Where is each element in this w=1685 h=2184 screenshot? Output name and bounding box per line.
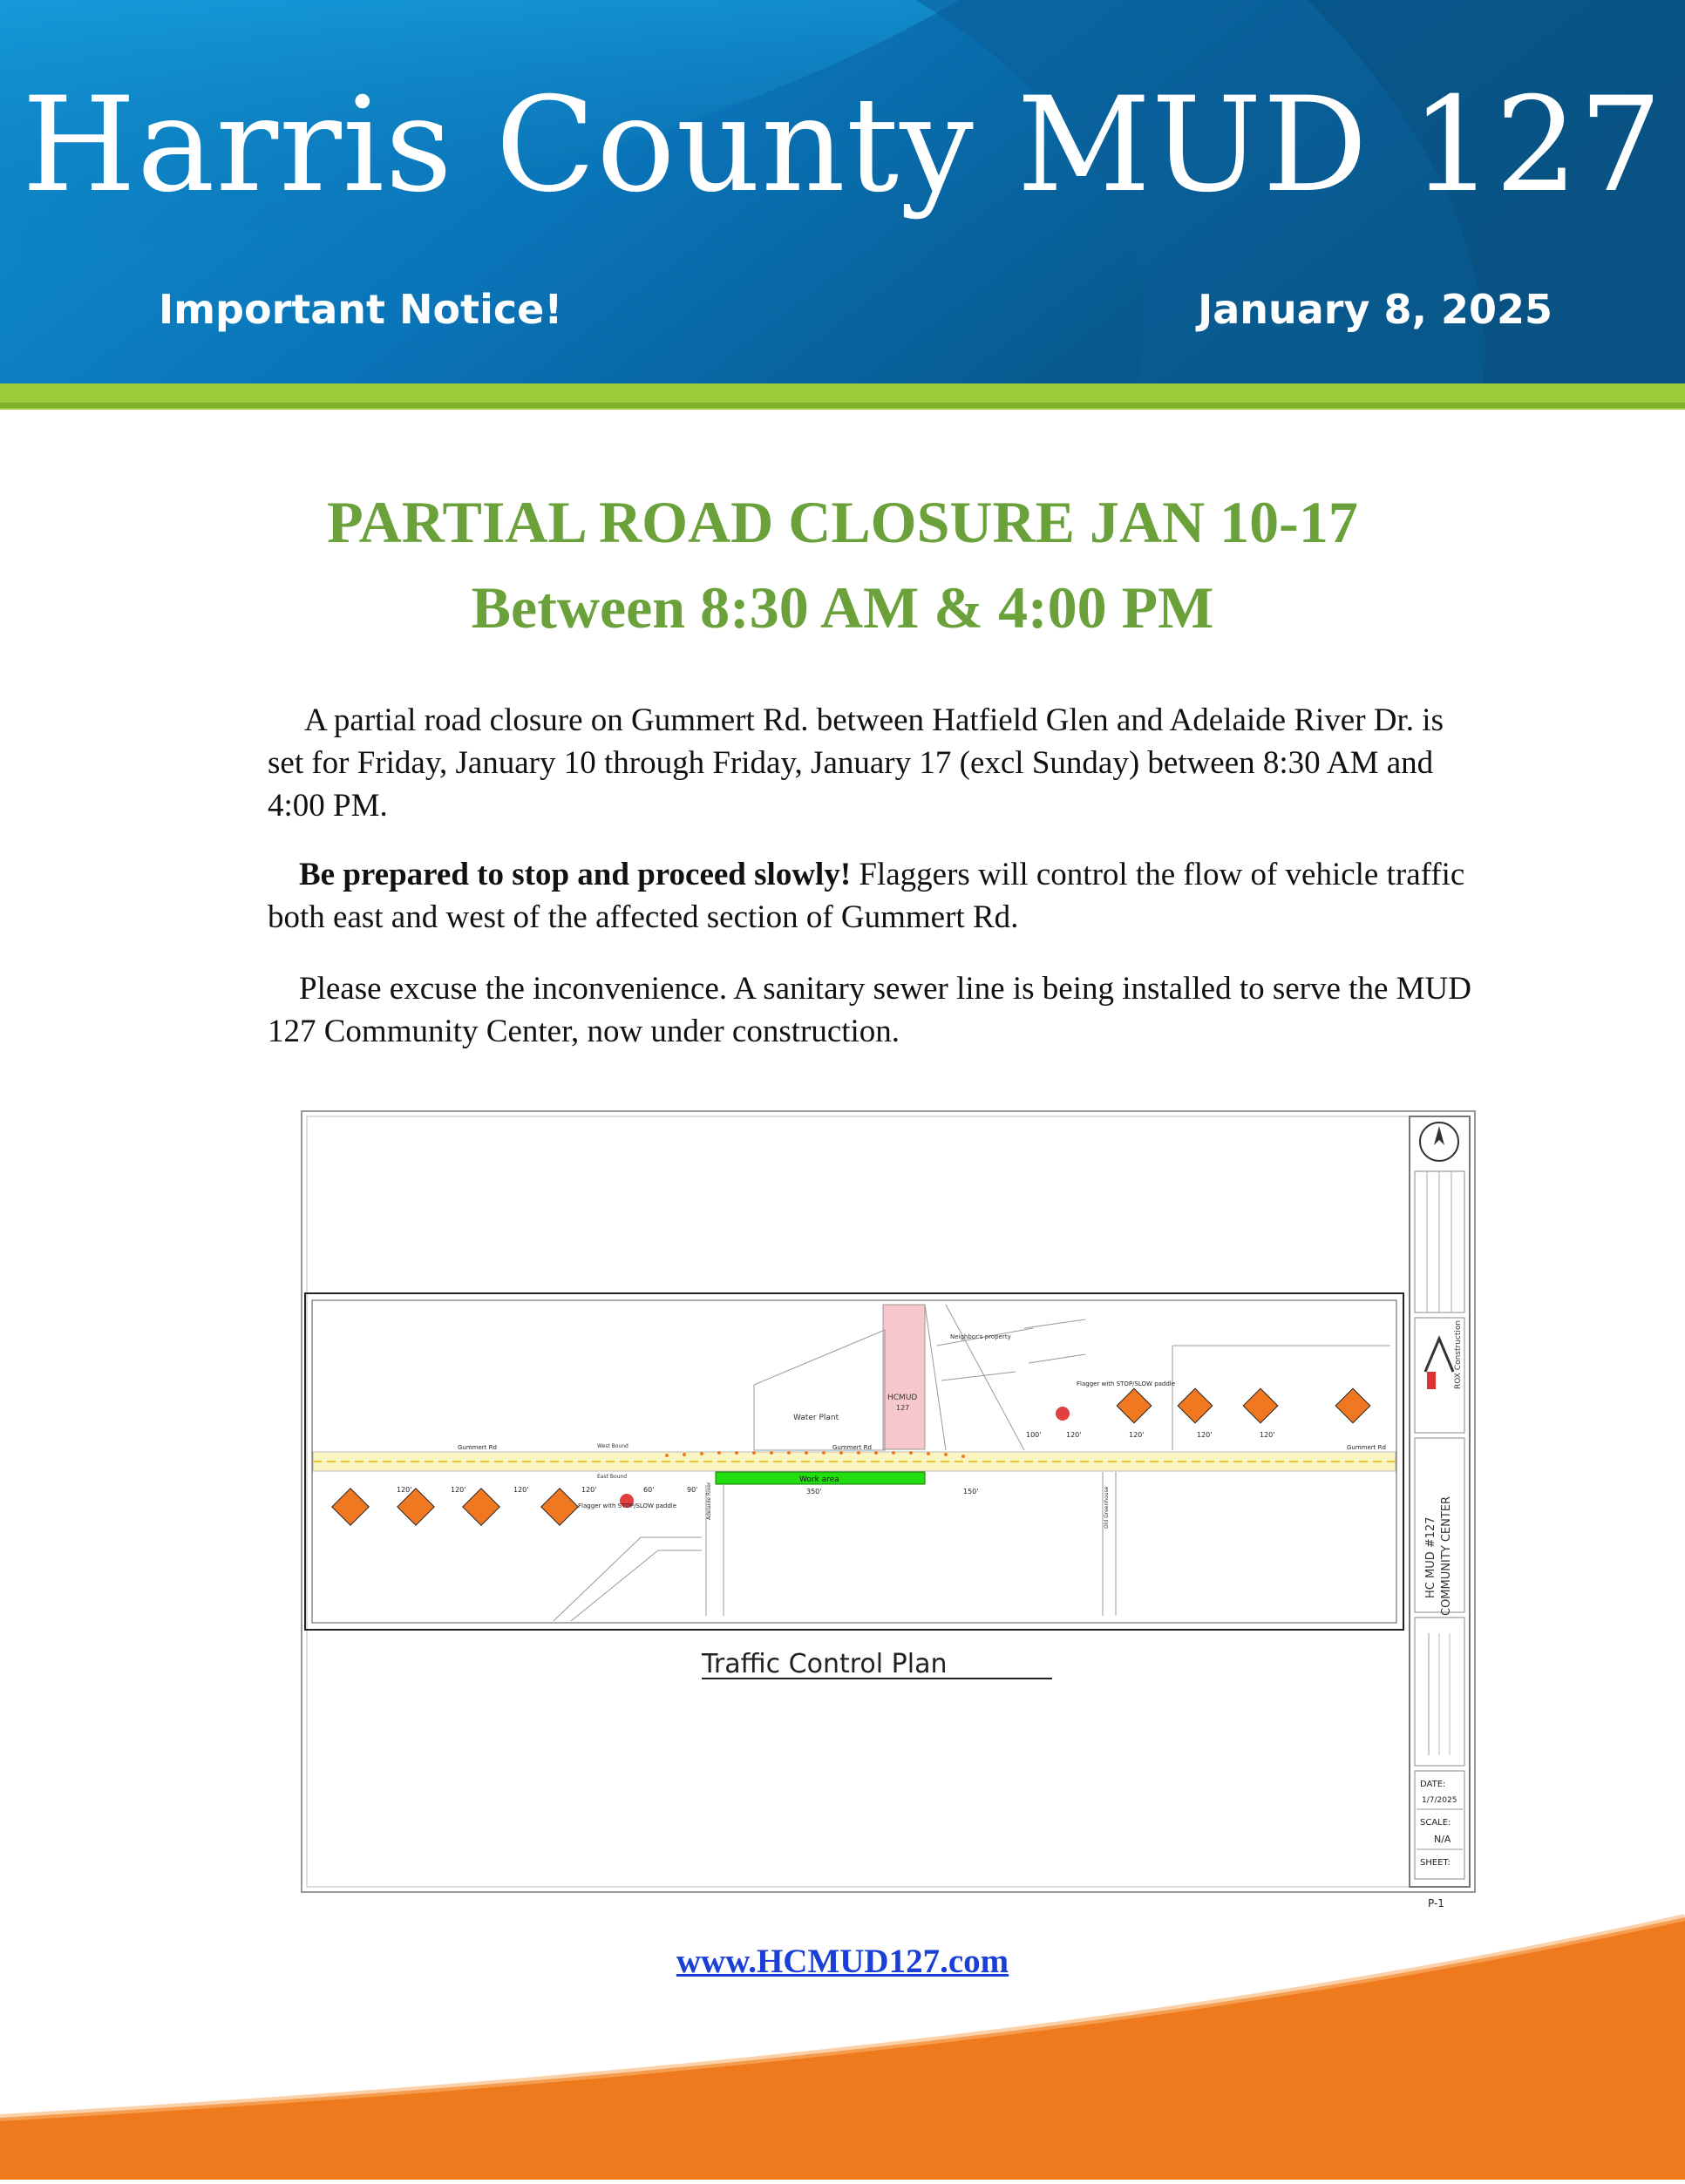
- dim-label: 100': [1026, 1431, 1042, 1439]
- traffic-control-plan: [301, 1110, 1476, 1909]
- sheet-number: P-1: [1428, 1897, 1444, 1909]
- road-label-east: Gummert Rd: [1347, 1444, 1386, 1451]
- company-name: ROX Construction: [1454, 1319, 1463, 1389]
- scale-value: N/A: [1434, 1834, 1451, 1845]
- paragraph-closure-details: [268, 699, 1479, 827]
- scale-label: SCALE:: [1420, 1818, 1451, 1828]
- headline-closure: PARTIAL ROAD CLOSURE JAN 10-17: [327, 489, 1358, 555]
- dim-label: 60': [643, 1486, 655, 1494]
- stop-paddle-icon: [1056, 1407, 1070, 1421]
- dim-label: 350': [806, 1488, 822, 1496]
- hcmud-number: 127: [896, 1404, 910, 1412]
- caution-bold-text: Be prepared to stop and proceed slowly!: [299, 857, 852, 892]
- sheet-label: SHEET:: [1420, 1858, 1451, 1868]
- paragraph-caution: [268, 853, 1479, 939]
- road-label-center: Gummert Rd: [832, 1444, 872, 1451]
- dim-label: 120': [1129, 1431, 1145, 1439]
- old-greenhouse-label: Old Greenhouse: [1104, 1486, 1110, 1529]
- header-banner: [0, 0, 1685, 410]
- dim-label: 150': [963, 1488, 979, 1496]
- flagger-east-label: Flagger with STOP/SLOW paddle: [1077, 1380, 1176, 1387]
- dim-label: 120': [397, 1486, 412, 1494]
- paragraph-text: A partial road closure on Gummert Rd. between Hatfield Glen and Adelaide River Dr. is set for Friday, January 10 through Friday, January 17 (excl Sunday) between 8:30 AM and 4:00 PM.: [268, 702, 1444, 824]
- headline-time: Between 8:30 AM & 4:00 PM: [471, 574, 1214, 641]
- notice-date: January 8, 2025: [1198, 286, 1553, 333]
- adelaide-label: Adelaide River: [706, 1482, 712, 1520]
- eastbound-label: East Bound: [597, 1474, 628, 1480]
- neighbors-property-label: Neighbor's property: [950, 1333, 1011, 1340]
- project-subtitle: COMMUNITY CENTER: [1440, 1496, 1453, 1616]
- work-area-label: Work area: [799, 1475, 839, 1484]
- dim-label: 120': [1066, 1431, 1082, 1439]
- project-name: HC MUD #127: [1424, 1516, 1437, 1598]
- road-label-west: Gummert Rd: [458, 1444, 497, 1451]
- dim-label: 120': [513, 1486, 529, 1494]
- paragraph-text: Please excuse the inconvenience. A sanitary sewer line is being installed to serve the MUD 127 Community Center, now under construction.: [268, 971, 1471, 1049]
- dim-label: 120': [581, 1486, 597, 1494]
- plan-drawing: [301, 1110, 1476, 1909]
- date-value: 1/7/2025: [1422, 1796, 1457, 1805]
- notice-label: Important Notice!: [159, 286, 563, 333]
- flagger-west-label: Flagger with STOP/SLOW paddle: [578, 1502, 677, 1509]
- paragraph-text: Flaggers will control the flow of vehicle traffic both east and west of the affected section of Gummert Rd.: [268, 857, 1465, 935]
- hcmud-label: HCMUD: [887, 1394, 918, 1402]
- westbound-label: West Bound: [597, 1443, 628, 1449]
- website-link[interactable]: www.HCMUD127.com: [676, 1943, 1009, 1980]
- page-title: Harris County MUD 127: [22, 70, 1663, 221]
- hcmud-parcel: [883, 1305, 925, 1449]
- paragraph-reason: [268, 967, 1479, 1053]
- water-plant-label: Water Plant: [793, 1414, 839, 1422]
- plan-caption: Traffic Control Plan: [702, 1649, 948, 1679]
- date-label: DATE:: [1420, 1780, 1446, 1789]
- dim-label: 120': [1197, 1431, 1213, 1439]
- dim-label: 120': [451, 1486, 466, 1494]
- dim-label: 120': [1260, 1431, 1275, 1439]
- dim-label: 90': [687, 1486, 698, 1494]
